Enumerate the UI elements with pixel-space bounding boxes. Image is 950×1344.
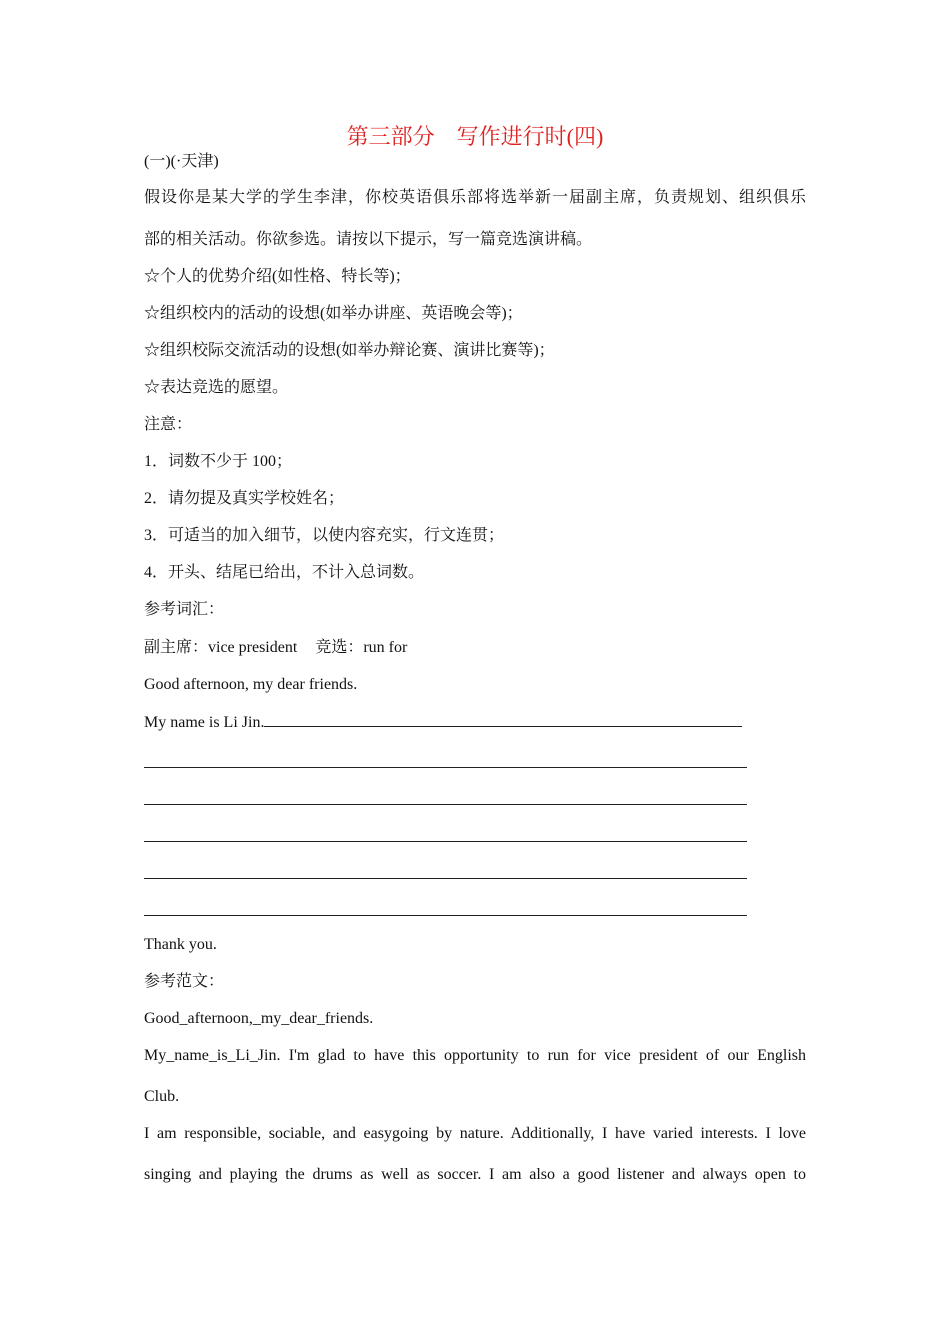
prompt-line-2: 部的相关活动。你欲参选。请按以下提示，写一篇竞选演讲稿。 [144, 231, 593, 248]
note-item: 2．请勿提及真实学校姓名； [144, 490, 345, 507]
letter-closing: Thank you. [144, 936, 217, 953]
note-item: 4．开头、结尾已给出，不计入总词数。 [144, 564, 425, 581]
note-item: 1．词数不少于 100； [144, 453, 293, 470]
prompt-point: ☆个人的优势介绍(如性格、特长等)； [144, 268, 411, 285]
prompt-point: ☆表达竞选的愿望。 [144, 379, 289, 396]
sample-paragraph: singing and playing the drums as well as soccer. I am also a good listener and always open to [144, 1166, 806, 1183]
answer-blank[interactable] [144, 841, 747, 842]
sample-paragraph: My_name_is_Li_Jin. I'm glad to have this opportunity to run for vice president of our English [144, 1047, 806, 1064]
sample-paragraph: Club. [144, 1088, 180, 1105]
vocab-heading: 参考词汇： [144, 601, 225, 618]
answer-blank[interactable] [264, 712, 742, 727]
note-item: 3．可适当的加入细节，以使内容充实，行文连贯； [144, 527, 505, 544]
vocab-item: 副主席：vice president [144, 639, 298, 656]
sample-paragraph: Good_afternoon,_my_dear_friends. [144, 1010, 374, 1027]
answer-blank[interactable] [144, 767, 747, 768]
vocab-line [144, 638, 407, 658]
answer-blank[interactable] [144, 915, 747, 916]
source-label: (一)(·天津) [144, 153, 219, 170]
notes-heading: 注意： [144, 416, 193, 433]
sample-paragraph: I am responsible, sociable, and easygoing by nature. Additionally, I have varied interests. I love [144, 1125, 806, 1142]
page-title: 第三部分 写作进行时(四) [346, 124, 604, 149]
vocab-item: 竞选：run for [315, 639, 408, 656]
prompt-point: ☆组织校内的活动的设想(如举办讲座、英语晚会等)； [144, 305, 523, 322]
prompt-line-1: 假设你是某大学的学生李津，你校英语俱乐部将选举新一届副主席，负责规划、组织俱乐 [144, 189, 806, 206]
letter-first-text: My name is Li Jin. [144, 714, 265, 731]
letter-first-line [144, 712, 742, 733]
sample-heading: 参考范文： [144, 973, 225, 990]
answer-blank[interactable] [144, 878, 747, 879]
letter-opening: Good afternoon, my dear friends. [144, 676, 358, 693]
answer-blank[interactable] [144, 804, 747, 805]
prompt-point: ☆组织校际交流活动的设想(如举办辩论赛、演讲比赛等)； [144, 342, 555, 359]
